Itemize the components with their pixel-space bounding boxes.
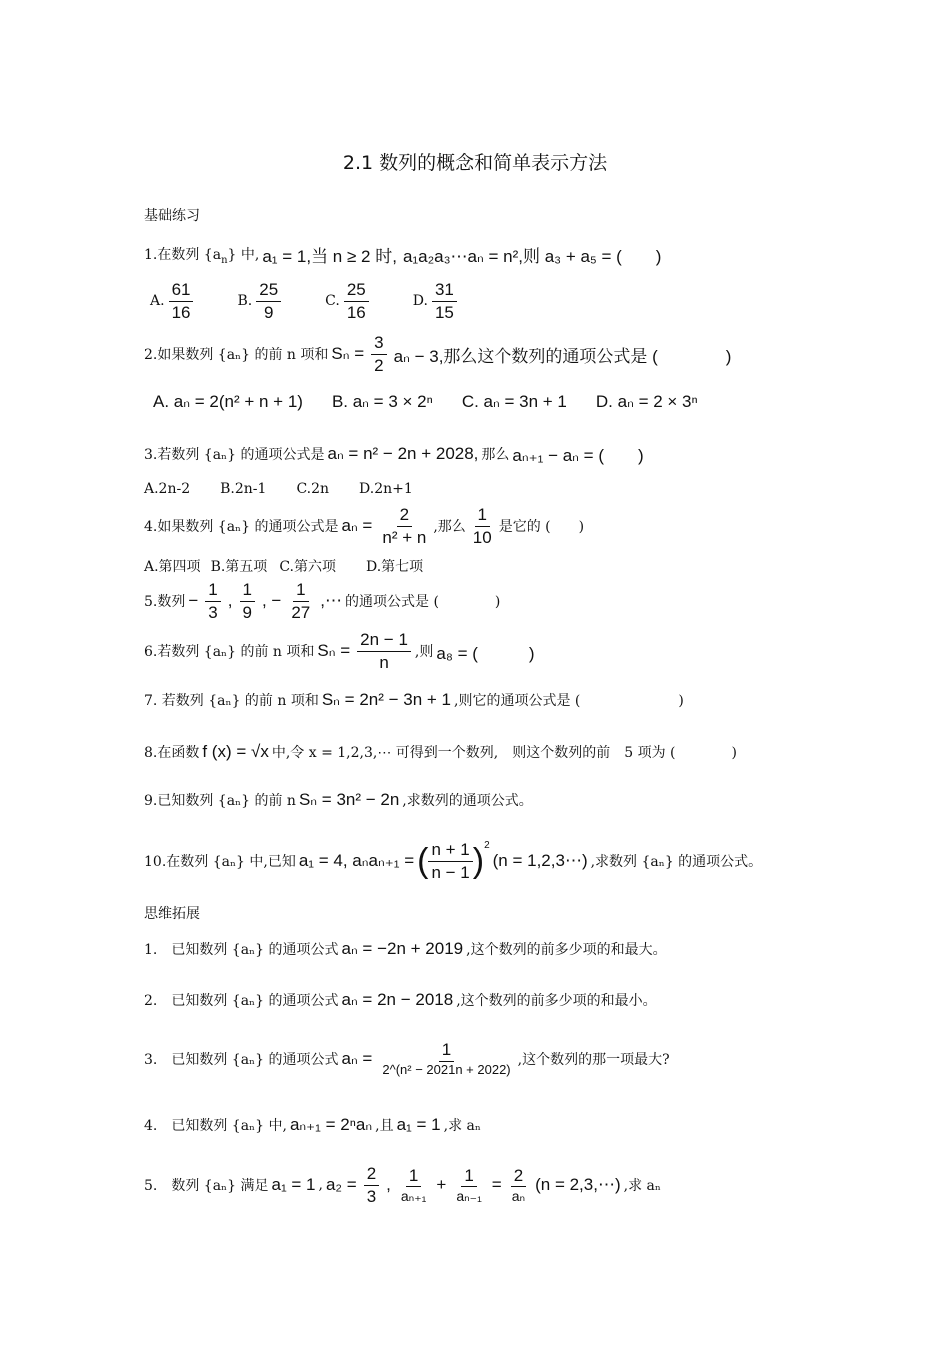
q2-options	[150, 392, 724, 412]
question-5: 5.数列 − $\frac{1}{3}$ , $\frac{1}{9}$ , − $\frac{1}{27}$ ,⋯ 的通项公式是 ( )	[144, 580, 501, 622]
q7-text: 7. 若数列 {aₙ} 的前 n 项和	[144, 693, 319, 709]
question-8	[144, 742, 737, 762]
q3-text: 3.若数列 {aₙ} 的通项公式是	[144, 446, 325, 463]
q6-sn: Sₙ =	[317, 641, 351, 661]
question-9	[144, 790, 533, 810]
t5-frac-4: $\frac{2}{\text{aₙ}}$	[511, 1165, 526, 1205]
t5-a2: a₂ =	[325, 1175, 357, 1195]
t1-question: ,这个数列的前多少项的和最大。	[466, 942, 667, 958]
q3-option-a[interactable]: A.2n-2	[144, 481, 191, 497]
q3-options	[144, 481, 439, 497]
q1-formula: a₁a₂a₃⋯aₙ = n²,则 a₃ + a₅ = ( )	[402, 247, 662, 266]
t5-frac-1: $\frac{2}{3}$	[364, 1164, 379, 1206]
q4-option-d[interactable]: D.第七项	[365, 559, 424, 575]
q1-option-d[interactable]: D. $\frac{31}{15}$	[413, 280, 461, 322]
question-2	[144, 333, 734, 375]
q4-option-a[interactable]: A.第四项	[144, 559, 201, 575]
q3-option-c[interactable]: C.2n	[296, 481, 330, 497]
q10-domain: (n = 1,2,3⋯)	[492, 851, 588, 871]
q10-left-paren: (	[417, 841, 429, 880]
question-10	[144, 840, 762, 882]
section-heading-basic: 基础练习	[144, 208, 200, 224]
q3-connector: 那么	[481, 446, 510, 463]
extension-3	[144, 1040, 670, 1077]
t5-sep: ,	[318, 1177, 323, 1194]
q6-text: 6.若数列 {aₙ} 的前 n 项和	[144, 644, 315, 661]
q9-question: ,求数列的通项公式。	[402, 793, 533, 809]
q4-question: 是它的 ( )	[498, 519, 585, 536]
t5-a1: a₁ = 1	[271, 1175, 316, 1195]
q10-question: ,求数列 {aₙ} 的通项公式。	[590, 854, 763, 871]
q9-text: 9.已知数列 {aₙ} 的前 n	[144, 793, 296, 809]
t5-equals: =	[491, 1175, 502, 1195]
q3-option-d[interactable]: D.2n+1	[359, 481, 413, 497]
q4-option-b[interactable]: B.第五项	[210, 559, 268, 575]
q5-term-2: $\frac{1}{9}$	[240, 580, 255, 622]
q8-question: 中,令 x = 1,2,3,⋯ 可得到一个数列, 则这个数列的前 5 项为 ( )	[271, 745, 737, 761]
q3-option-b[interactable]: B.2n-1	[220, 481, 267, 497]
t5-plus: +	[436, 1175, 447, 1195]
q8-function: f (x) = √x	[202, 742, 269, 761]
q6-fraction: $\frac{2n - 1}{n}$	[357, 630, 411, 672]
q2-fraction: $\frac{3}{2}$	[371, 333, 386, 375]
extension-5	[144, 1164, 661, 1206]
t2-formula: aₙ = 2n − 2018	[341, 990, 454, 1009]
t4-initial: a₁ = 1	[396, 1115, 441, 1134]
extension-2	[144, 990, 657, 1010]
q10-right-paren: )	[472, 841, 485, 880]
t2-text: 2. 已知数列 {aₙ} 的通项公式	[144, 993, 339, 1009]
q1-option-c[interactable]: C. $\frac{25}{16}$	[325, 280, 373, 322]
t5-frac-3: $\frac{1}{\text{aₙ₋₁}}$	[456, 1165, 482, 1205]
q6-connector: ,则	[414, 644, 434, 661]
q1-option-a[interactable]: A. $\frac{61}{16}$	[150, 280, 197, 322]
q6-question: a₈ = ( )	[436, 643, 535, 663]
q2-rest: aₙ − 3,那么这个数列的通项公式是 ( )	[393, 346, 732, 366]
t5-question: ,求 aₙ	[623, 1178, 661, 1195]
q5-term-3: $\frac{1}{27}$	[291, 580, 311, 622]
q2-option-b[interactable]: B. aₙ = 3 × 2ⁿ	[331, 392, 433, 411]
q4-connector: ,那么	[433, 519, 466, 536]
t5-domain: (n = 2,3,⋯)	[535, 1175, 621, 1195]
question-4	[144, 505, 584, 547]
t4-question: ,求 aₙ	[443, 1118, 481, 1134]
q4-an: aₙ =	[341, 516, 373, 536]
question-1	[144, 242, 664, 267]
t1-text: 1. 已知数列 {aₙ} 的通项公式	[144, 942, 339, 958]
q10-recurrence: a₁ = 4, aₙaₙ₊₁ =	[298, 851, 415, 871]
q8-text: 8.在函数	[144, 745, 200, 761]
q4-options	[144, 556, 449, 576]
t5-frac-2: $\frac{1}{\text{aₙ₊₁}}$	[400, 1165, 427, 1205]
q9-formula: Sₙ = 3n² − 2n	[298, 790, 400, 809]
q5-ellipsis: ,⋯	[320, 591, 342, 611]
q4-text: 4.如果数列 {aₙ} 的通项公式是	[144, 519, 339, 536]
t3-text: 3. 已知数列 {aₙ} 的通项公式	[144, 1051, 339, 1068]
t5-text: 5. 数列 {aₙ} 满足	[144, 1178, 269, 1195]
q1-option-b[interactable]: B. $\frac{25}{9}$	[237, 280, 285, 322]
extension-4	[144, 1115, 481, 1135]
q4-fraction-value: $\frac{1}{10}$	[472, 505, 492, 547]
t3-fraction: $\frac{1}{\text{2\textasciicircum{}(n² − 2021n + 2022)}}$	[382, 1040, 511, 1077]
q10-fraction: $\frac{n + 1}{n - 1}$	[428, 840, 472, 882]
q5-sep: , −	[261, 591, 282, 611]
q3-question: aₙ₊₁ − aₙ = ( )	[512, 446, 644, 465]
page-title: 2.1 数列的概念和简单表示方法	[342, 152, 608, 174]
question-7	[144, 690, 684, 710]
t4-text: 4. 已知数列 {aₙ} 中,	[144, 1118, 287, 1134]
t5-comma: ,	[386, 1175, 391, 1195]
q7-formula: Sₙ = 2n² − 3n + 1	[321, 690, 452, 709]
q3-formula: aₙ = n² − 2n + 2028,	[327, 443, 479, 463]
q10-text: 10.在数列 {aₙ} 中,已知	[144, 854, 296, 871]
q1-condition: a₁ = 1,当 n ≥ 2 时,	[262, 247, 397, 266]
t3-question: ,这个数列的那一项最大?	[517, 1051, 670, 1068]
q1-options	[150, 280, 487, 322]
t4-connector: ,且	[375, 1118, 394, 1134]
t3-an: aₙ =	[341, 1048, 373, 1068]
section-heading-extension: 思维拓展	[144, 906, 200, 922]
q5-text: 5.数列	[144, 594, 186, 611]
q2-option-c[interactable]: C. aₙ = 3n + 1	[461, 392, 567, 411]
q10-exponent: 2	[484, 840, 490, 851]
question-3	[144, 441, 647, 466]
q2-sn: Sₙ =	[331, 344, 365, 364]
q5-question: 的通项公式是 ( )	[345, 594, 501, 611]
q7-question: ,则它的通项公式是 ( )	[454, 693, 684, 709]
t2-question: ,这个数列的前多少项的和最小。	[456, 993, 657, 1009]
question-6	[144, 630, 538, 672]
q5-minus: −	[188, 591, 199, 611]
q2-option-d[interactable]: D. aₙ = 2 × 3ⁿ	[595, 392, 698, 411]
q2-option-a[interactable]: A. aₙ = 2(n² + n + 1)	[153, 392, 303, 411]
q1-text: 1.在数列 $\{a_n\}$ 中,	[144, 246, 260, 266]
q4-option-c[interactable]: C.第六项	[279, 559, 336, 575]
q4-fraction: $\frac{2}{\text{n² + n}}$	[382, 505, 427, 547]
extension-1	[144, 939, 667, 959]
t4-recurrence: aₙ₊₁ = 2ⁿaₙ	[289, 1115, 373, 1134]
q2-text: 2.如果数列 {aₙ} 的前 n 项和	[144, 347, 329, 364]
t1-formula: aₙ = −2n + 2019	[341, 939, 464, 958]
q5-term-1: $\frac{1}{3}$	[205, 580, 220, 622]
